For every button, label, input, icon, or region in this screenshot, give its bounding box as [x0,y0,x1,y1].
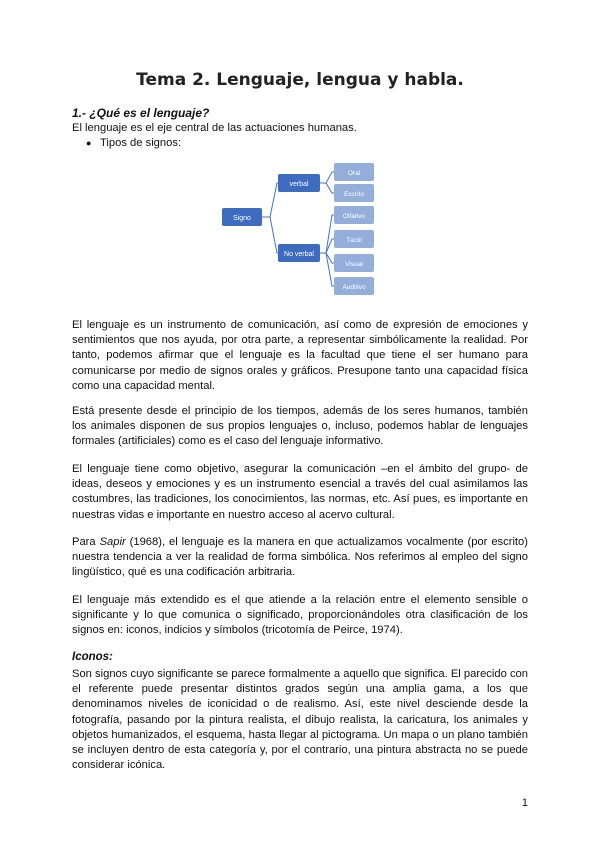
section-heading: 1.- ¿Qué es el lenguaje? [72,106,210,120]
bullet-dot-icon: ● [86,138,92,148]
leaf-auditivo-label: Auditivo [342,284,366,291]
paragraph-2: Está presente desde el principio de los tiempos, además de los seres humanos, también los animales disponen de sus propios lenguajes o, incluso, podemos hablar de lenguajes formales (artificiales) como es el caso del lenguaje informativo. [72,405,528,448]
paragraph-3: El lenguaje tiene como objetivo, asegurar la comunicación –en el ámbito del grupo- de ideas, deseos y emociones y es un instrumento esencial a través del cual asimilamos las costumbres, las tradiciones, los conocimientos, las normas, etc. Así pues, es importante en nuestras vidas e importante en nuestro acceso al acervo cultural. [72,463,528,521]
connector-root-noverbal [262,217,278,253]
sign-types-diagram [220,157,380,297]
leaf-olfativo-label: Olfativo [342,213,366,220]
paragraph-5: El lenguaje más extendido es el que atiende a la relación entre el elemento sensible o significante y lo que comunica o significado, proporcionándoles otra clasificación de los signos en: iconos, indicios y símbolos (tricotomía de Peirce, 1974). [72,594,528,637]
connector-noverbal-auditivo [320,253,334,286]
paragraph-6: Son signos cuyo significante se parece formalmente a aquello que significa. El parecido con el referente puede presentar distintos grados según una amplia gama, a los que denominamos niveles de iconicidad o de realismo. Así, este nivel desciende desde la fotografía, pasando por la pintura realista, el dibujo realista, la caricatura, los animales y objetos humanizados, el esquema, hasta llegar al pictograma. Un mapa o un plano también se incluyen dentro de esta categoría y, por el contrario, una pintura abstracta no se puede considerar icónica. [72,668,528,772]
bullet-text: Tipos de signos: [100,137,182,149]
subheading-iconos: Iconos: [72,651,113,663]
connector-verbal-oral [320,172,334,183]
paragraph-4-lead: Para [72,536,100,548]
document-title: Tema 2. Lenguaje, lengua y habla. [136,70,464,90]
page-number: 1 [521,797,528,809]
leaf-visual-label: Visual [345,261,363,268]
paragraph-4 [72,535,528,581]
author-name: Sapir [99,536,126,548]
connector-root-verbal [262,183,278,217]
connector-verbal-escrito [320,183,334,193]
node-noverbal-label: No verbal [284,251,314,258]
paragraph-1: El lenguaje es un instrumento de comunicación, así como de expresión de emociones y sentimientos que nos ayuda, por otra parte, a representar simbólicamente la realidad. Por tanto, podemos afirmar que el lenguaje es la facultad que tiene el ser humano para comunicarse por medio de signos orales y gráficos. Presupone tanto una capacidad física como una capacidad mental. [72,319,528,392]
bullet-item [86,137,181,149]
leaf-tactil-label: Táctil [346,237,362,244]
intro-line: El lenguaje es el eje central de las actuaciones humanas. [72,122,357,134]
leaf-escrito-label: Escrito [344,191,364,198]
node-verbal-label: verbal [289,181,309,188]
connector-noverbal-olfativo [320,215,334,253]
node-root-label: Signo [233,215,251,222]
paragraph-4-body: (1968), el lenguaje es la manera en que actualizamos vocalmente (por escrito) nuestra tendencia a ver la realidad de forma simbólica. Nos referimos al empleo del signo lingüístico, qué es una codificación arbitraria. [72,536,528,579]
leaf-oral-label: Oral [347,170,361,177]
